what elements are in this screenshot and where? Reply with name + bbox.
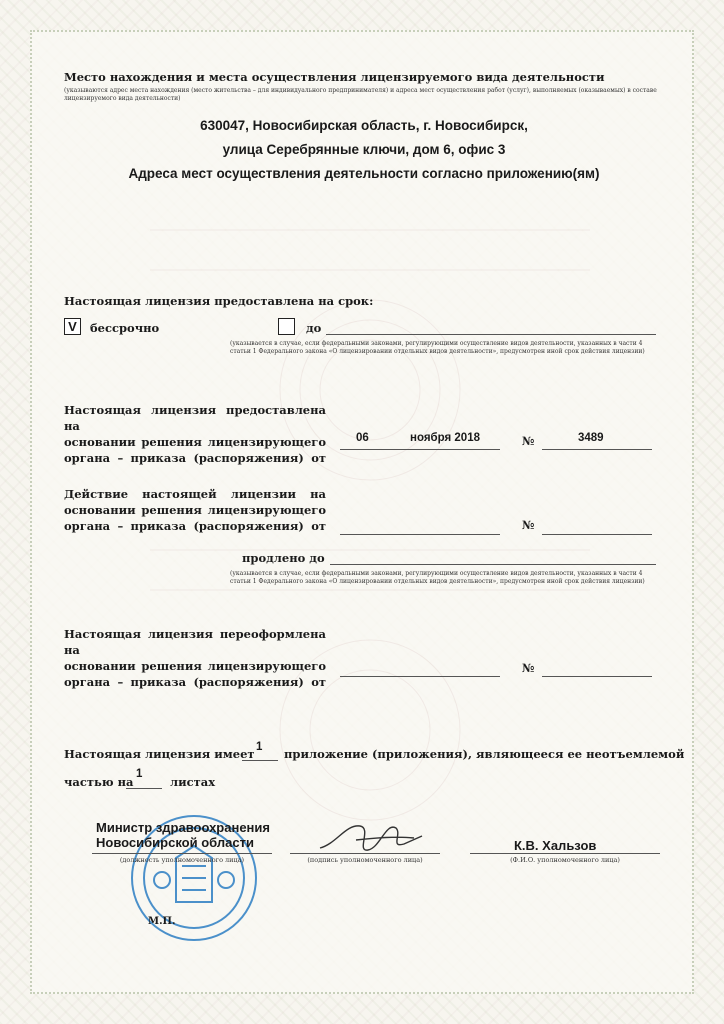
reissued-text: [64, 626, 326, 690]
reissued-text-line-2: основании решения лицензирующего: [64, 659, 326, 673]
extended-text-line-2: основании решения лицензирующего: [64, 503, 326, 517]
extended-text-line-3: органа – приказа (распоряжения) от: [64, 519, 326, 533]
reissued-text-line-1: Настоящая лицензия переоформлена на: [64, 627, 326, 657]
name-line: [470, 853, 660, 854]
granted-date-line: [340, 449, 500, 450]
term-note: (указывается в случае, если федеральными законами, регулирующими осуществление видов деятельности, указанных в части 4 статьи 1 Федерального закона «О лицензировании отдельных видов деятельности», предусмотрен иной срок действия лицензии): [230, 340, 645, 355]
appendix-sheets-count: 1: [136, 768, 143, 780]
location-note: (указываются адрес места нахождения (место жительства – для индивидуального предпринимателя) и адреса мест осуществления работ (услуг), выполняемых (оказываемых) в составе лицензируемого вида деятельности): [64, 87, 657, 102]
position-line: [92, 853, 272, 854]
signatory-organization: [96, 820, 270, 850]
signatory-org-line-2: Новосибирской области: [96, 835, 254, 850]
extended-until-line: [330, 564, 656, 565]
granted-text-line-1: Настоящая лицензия предоставлена на: [64, 403, 326, 433]
appendix-sheets-label: листах: [170, 775, 216, 789]
stamp-caption: М.П.: [148, 916, 176, 927]
address-line-1: 630047, Новосибирская область, г. Новосибирск,: [200, 118, 528, 133]
until-date-line: [326, 334, 656, 335]
granted-number: 3489: [578, 432, 604, 444]
granted-text: [64, 402, 326, 466]
indefinite-checkbox[interactable]: V: [64, 318, 81, 335]
extended-date-line: [340, 534, 500, 535]
address-line-3: Адреса мест осуществления деятельности согласно приложению(ям): [128, 166, 600, 181]
extended-note: (указывается в случае, если федеральными законами, регулирующими осуществление видов деятельности, указанных в части 4 статьи 1 Федерального закона «О лицензировании отдельных видов деятельности», предусмотрен иной срок действия лицензии): [230, 570, 645, 585]
signatory-name: К.В. Хальзов: [514, 838, 597, 853]
until-label: до: [306, 321, 322, 335]
handwritten-signature: [316, 814, 426, 862]
indefinite-label: бессрочно: [90, 321, 160, 335]
reissued-number-line: [542, 676, 652, 677]
term-heading: Настоящая лицензия предоставлена на срок:: [64, 294, 374, 308]
granted-day: 06: [356, 432, 369, 444]
position-caption: (должность уполномоченного лица): [119, 856, 245, 864]
location-heading: Место нахождения и места осуществления лицензируемого вида деятельности: [64, 70, 605, 84]
granted-text-line-2: основании решения лицензирующего: [64, 435, 326, 449]
granted-number-line: [542, 449, 652, 450]
address-line-2: улица Серебрянные ключи, дом 6, офис 3: [222, 142, 506, 157]
reissued-number-sign: №: [522, 661, 535, 675]
appendix-sheets-line: [126, 788, 162, 789]
appendix-text-before: Настоящая лицензия имеет: [64, 747, 255, 761]
granted-text-line-3: органа – приказа (распоряжения) от: [64, 451, 326, 465]
reissued-text-line-3: органа – приказа (распоряжения) от: [64, 675, 326, 689]
appendix-count: 1: [256, 741, 263, 753]
appendix-text-after: приложение (приложения), являющееся ее неотъемлемой: [284, 747, 685, 761]
appendix-part-prefix: частью на: [64, 775, 134, 789]
signature-caption: (подпись уполномоченного лица): [307, 856, 423, 864]
extended-number-line: [542, 534, 652, 535]
reissued-date-line: [340, 676, 500, 677]
appendix-count-line: [242, 760, 278, 761]
extended-text: [64, 486, 326, 534]
signature-line: [290, 853, 440, 854]
granted-number-sign: №: [522, 434, 535, 448]
extended-number-sign: №: [522, 518, 535, 532]
extended-text-line-1: Действие настоящей лицензии на: [64, 487, 326, 501]
signatory-org-line-1: Министр здравоохранения: [96, 820, 270, 835]
name-caption: (Ф.И.О. уполномоченного лица): [510, 856, 620, 864]
until-checkbox[interactable]: [278, 318, 295, 335]
extended-until-label: продлено до: [242, 551, 325, 565]
granted-month-year: ноября 2018: [410, 432, 480, 444]
